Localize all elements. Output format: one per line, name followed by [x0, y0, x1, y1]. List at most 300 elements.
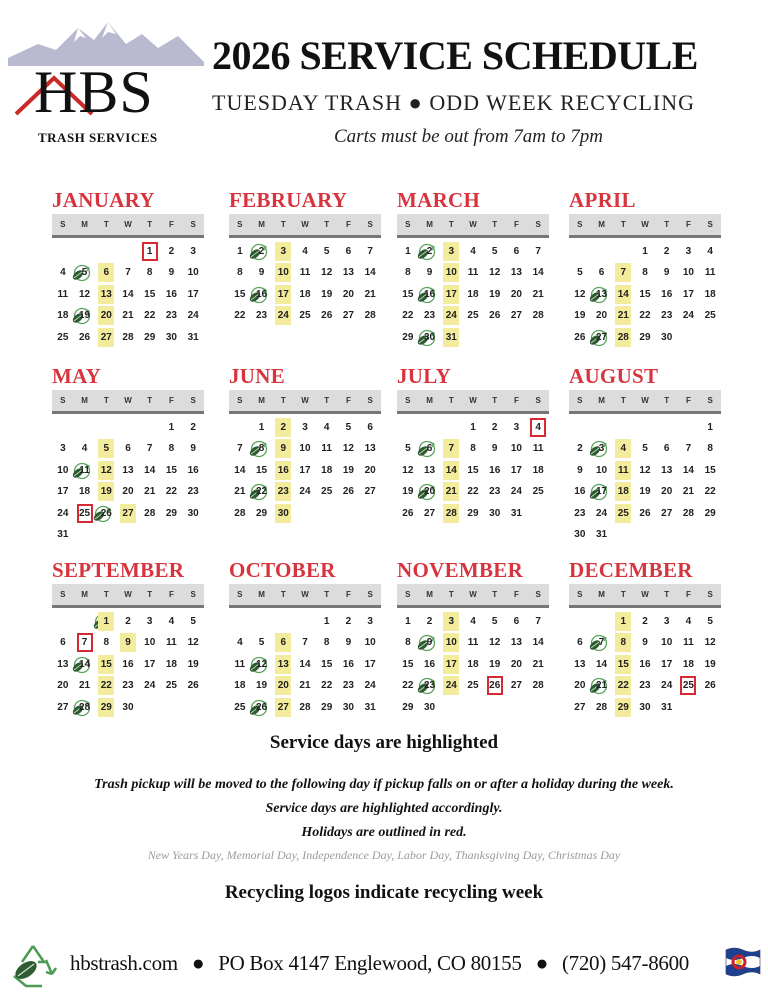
calendar-day [699, 284, 721, 305]
calendar-day [699, 632, 721, 653]
weekday-label: W [469, 396, 477, 405]
day-number: 2 [345, 616, 352, 627]
day-number: 8 [237, 267, 243, 279]
day-number: 17 [443, 285, 459, 304]
day-number: 9 [491, 443, 498, 455]
weekday-label: S [405, 220, 411, 229]
day-number: 7 [598, 637, 605, 649]
day-number: 12 [639, 464, 651, 476]
empty-day [74, 417, 96, 438]
day-number: 8 [168, 443, 175, 455]
month-name: NOVEMBER [397, 558, 524, 582]
day-number: 6 [426, 443, 433, 455]
calendar-day [316, 654, 338, 675]
day-number: 19 [342, 464, 354, 476]
day-number: 20 [98, 306, 114, 325]
day-number: 26 [639, 507, 651, 519]
calendar-day [527, 611, 549, 632]
calendar-day [591, 262, 613, 283]
day-number: 24 [443, 306, 459, 325]
empty-day [678, 417, 700, 438]
calendar-day [656, 503, 678, 524]
day-number: 16 [639, 658, 651, 670]
day-number: 5 [491, 246, 498, 257]
day-number: 21 [364, 288, 376, 300]
calendar-day [678, 460, 700, 481]
day-number: 8 [405, 267, 411, 279]
day-number: 23 [661, 310, 673, 322]
recycle-icon [6, 940, 60, 990]
day-number: 21 [122, 310, 134, 322]
calendar-day [182, 503, 204, 524]
calendar-day [95, 503, 117, 524]
day-number: 21 [144, 486, 156, 498]
day-number: 19 [489, 288, 501, 300]
calendar-day [316, 632, 338, 653]
weekday-label: T [103, 396, 109, 405]
day-number: 29 [402, 331, 414, 343]
day-number: 13 [275, 655, 291, 674]
day-number: 1 [237, 246, 243, 257]
calendar-day [506, 481, 528, 502]
day-number: 19 [98, 482, 114, 501]
calendar-day [182, 417, 204, 438]
day-grid [569, 608, 721, 718]
day-number: 17 [187, 288, 199, 300]
calendar-day [462, 305, 484, 326]
day-number: 4 [302, 246, 308, 257]
calendar-day [419, 438, 441, 459]
service-day [272, 675, 294, 696]
day-number: 31 [187, 331, 199, 343]
calendar-day [419, 327, 441, 348]
day-number: 29 [402, 701, 414, 713]
day-number: 18 [704, 288, 716, 300]
empty-day [52, 417, 74, 438]
calendar-day [506, 305, 528, 326]
weekday-header [569, 214, 721, 238]
day-number: 4 [470, 246, 476, 257]
calendar-day [634, 438, 656, 459]
weekday-label: T [664, 590, 670, 599]
day-number: 5 [491, 616, 498, 627]
empty-day [656, 417, 678, 438]
day-number: 19 [639, 486, 651, 498]
calendar-day [678, 481, 700, 502]
calendar-day [294, 697, 316, 718]
calendar-day [591, 305, 613, 326]
day-number: 15 [467, 464, 479, 476]
day-number: 4 [168, 616, 175, 627]
weekday-label: T [280, 590, 286, 599]
calendar-day [527, 241, 549, 262]
empty-day [612, 241, 634, 262]
day-number: 31 [661, 701, 673, 713]
day-number: 5 [258, 637, 265, 649]
day-number: 16 [661, 288, 673, 300]
day-number: 23 [275, 482, 291, 501]
calendar-day [161, 481, 183, 502]
calendar-day [359, 262, 381, 283]
calendar-day [251, 654, 273, 675]
calendar-day [656, 284, 678, 305]
calendar-day [294, 438, 316, 459]
calendar-day [506, 503, 528, 524]
day-number: 28 [122, 331, 134, 343]
calendar-day [316, 481, 338, 502]
empty-day [612, 417, 634, 438]
calendar-day [229, 697, 251, 718]
weekday-label: T [324, 220, 330, 229]
weekday-label: T [620, 220, 626, 229]
weekday-label: T [492, 220, 498, 229]
day-number: 7 [367, 246, 373, 257]
day-number: 20 [510, 658, 522, 670]
calendar-day [182, 305, 204, 326]
calendar-day [462, 460, 484, 481]
day-number: 28 [682, 507, 694, 519]
calendar-day [229, 262, 251, 283]
day-number: 16 [165, 288, 177, 300]
calendar-day [462, 503, 484, 524]
day-number: 3 [146, 616, 153, 627]
calendar-day [634, 481, 656, 502]
calendar-day [338, 481, 360, 502]
day-number: 15 [704, 464, 716, 476]
day-number: 26 [256, 701, 268, 713]
month-january [52, 188, 204, 348]
calendar-day [656, 611, 678, 632]
calendar-day [161, 241, 183, 262]
calendar-day [569, 438, 591, 459]
calendar-day [699, 241, 721, 262]
service-day [440, 675, 462, 696]
day-number: 10 [596, 464, 608, 476]
calendar-day [74, 262, 96, 283]
day-number: 24 [275, 306, 291, 325]
day-number: 11 [532, 443, 544, 455]
day-number: 3 [513, 422, 520, 433]
weekday-label: M [426, 590, 433, 599]
month-december [569, 558, 721, 718]
calendar-day [139, 481, 161, 502]
calendar-day [569, 524, 591, 545]
day-number: 12 [704, 637, 716, 649]
day-number: 13 [510, 637, 522, 649]
calendar-day [699, 438, 721, 459]
service-day [272, 697, 294, 718]
day-number: 21 [79, 680, 91, 692]
calendar-day [634, 675, 656, 696]
day-number: 15 [144, 288, 156, 300]
calendar-day [419, 611, 441, 632]
day-number: 4 [81, 443, 88, 455]
day-number: 14 [79, 658, 91, 670]
day-number: 29 [98, 698, 114, 717]
phone-number[interactable]: (720) 547-8600 [561, 951, 689, 975]
empty-day [52, 241, 74, 262]
weekday-label: S [535, 220, 541, 229]
day-number: 12 [489, 637, 501, 649]
day-number: 2 [168, 246, 175, 257]
service-day [95, 697, 117, 718]
day-number: 7 [146, 443, 153, 455]
calendar-day [182, 241, 204, 262]
calendar-day [634, 460, 656, 481]
calendar-day [569, 675, 591, 696]
day-number: 7 [443, 439, 459, 458]
day-number: 15 [321, 658, 333, 670]
footer-separator: ● [535, 951, 548, 975]
weekday-label: F [168, 220, 174, 229]
service-day [612, 481, 634, 502]
service-day [95, 675, 117, 696]
calendar-day [161, 262, 183, 283]
day-number: 13 [98, 285, 114, 304]
day-number: 14 [443, 461, 459, 480]
calendar-day [161, 503, 183, 524]
service-day [117, 632, 139, 653]
holiday-day [678, 675, 700, 696]
day-number: 2 [190, 422, 196, 433]
calendar-day [656, 481, 678, 502]
day-number: 25 [680, 676, 696, 695]
calendar-day [251, 438, 273, 459]
calendar-day [316, 611, 338, 632]
calendar-day [678, 632, 700, 653]
calendar-day [338, 460, 360, 481]
day-number: 28 [596, 701, 608, 713]
weekday-label: S [237, 220, 243, 229]
calendar-day [569, 503, 591, 524]
calendar-day [397, 503, 419, 524]
day-number: 24 [661, 680, 673, 692]
day-number: 17 [144, 658, 156, 670]
calendar-day [569, 284, 591, 305]
calendar-day [161, 417, 183, 438]
calendar-day [419, 503, 441, 524]
calendar-day [117, 697, 139, 718]
day-number: 10 [299, 443, 311, 455]
service-day [272, 481, 294, 502]
calendar-day [338, 284, 360, 305]
day-number: 17 [57, 486, 69, 498]
day-grid [52, 414, 204, 545]
day-number: 10 [275, 263, 291, 282]
calendar-day [699, 262, 721, 283]
calendar-day [397, 654, 419, 675]
empty-day [229, 417, 251, 438]
website-link[interactable]: hbstrash.com [70, 951, 178, 975]
day-number: 11 [166, 637, 177, 649]
service-day [95, 284, 117, 305]
service-day [612, 632, 634, 653]
calendar-day [656, 632, 678, 653]
day-number: 3 [190, 246, 196, 257]
day-number: 27 [57, 701, 69, 713]
calendar-day [634, 697, 656, 718]
calendar-day [139, 675, 161, 696]
day-number: 19 [321, 288, 333, 300]
footer [0, 940, 768, 990]
calendar-day [678, 241, 700, 262]
day-number: 19 [704, 658, 716, 670]
holiday-rule-note: Trash pickup will be moved to the following day if pickup falls on or after a holiday during the week. [94, 777, 674, 792]
weekday-label: T [103, 590, 109, 599]
calendar-day [634, 654, 656, 675]
weekday-header [569, 584, 721, 608]
calendar-day [569, 327, 591, 348]
carts-note: Carts must be out from 7am to 7pm [334, 126, 604, 147]
day-number: 27 [98, 328, 114, 347]
calendar-day [251, 417, 273, 438]
calendar-day [117, 284, 139, 305]
day-number: 18 [615, 482, 631, 501]
service-day [272, 284, 294, 305]
day-number: 4 [685, 616, 692, 627]
month-name: JUNE [229, 364, 286, 388]
recycling-logos-note: Recycling logos indicate recycling week [224, 882, 544, 903]
calendar-day [251, 241, 273, 262]
day-number: 23 [424, 310, 436, 322]
day-number: 16 [424, 658, 436, 670]
day-number: 7 [302, 637, 308, 649]
day-number: 14 [234, 464, 246, 476]
calendar-day [462, 632, 484, 653]
calendar-day [634, 327, 656, 348]
day-number: 18 [682, 658, 694, 670]
weekday-label: T [280, 220, 286, 229]
month-september [52, 558, 204, 718]
calendar-day [74, 697, 96, 718]
service-day [440, 305, 462, 326]
calendar-day [656, 327, 678, 348]
calendar-day [294, 305, 316, 326]
calendar-day [74, 675, 96, 696]
calendar-day [359, 305, 381, 326]
calendar-day [182, 460, 204, 481]
calendar-day [251, 675, 273, 696]
day-number: 29 [704, 507, 716, 519]
calendar-day [484, 305, 506, 326]
calendar-day [338, 241, 360, 262]
day-number: 25 [57, 331, 69, 343]
day-number: 11 [299, 267, 311, 279]
calendar-day [139, 284, 161, 305]
day-number: 24 [596, 507, 608, 519]
calendar-day [338, 262, 360, 283]
day-grid [52, 608, 204, 718]
calendar-day [294, 460, 316, 481]
day-number: 9 [190, 443, 196, 455]
calendar-day [484, 611, 506, 632]
day-number: 6 [125, 443, 131, 455]
weekday-label: M [598, 590, 605, 599]
day-number: 1 [615, 612, 631, 631]
calendar-day [569, 262, 591, 283]
day-number: 28 [144, 507, 156, 519]
calendar-day [359, 417, 381, 438]
calendar-day [591, 632, 613, 653]
service-day [95, 654, 117, 675]
day-grid [52, 238, 204, 348]
day-number: 20 [574, 680, 586, 692]
month-name: JULY [397, 364, 452, 388]
day-number: 13 [424, 464, 436, 476]
calendar-day [52, 524, 74, 545]
day-number: 5 [345, 422, 352, 433]
calendar-day [52, 327, 74, 348]
day-number: 25 [299, 310, 311, 322]
service-day [95, 438, 117, 459]
calendar-day [462, 611, 484, 632]
calendar-day [338, 438, 360, 459]
service-day [612, 654, 634, 675]
calendar-day [699, 503, 721, 524]
month-name: OCTOBER [229, 558, 336, 582]
day-number: 30 [342, 701, 354, 713]
day-number: 22 [467, 486, 479, 498]
service-day [612, 438, 634, 459]
day-number: 7 [535, 616, 541, 627]
day-number: 21 [443, 482, 459, 501]
calendar-day [359, 438, 381, 459]
calendar-day [338, 675, 360, 696]
calendar-day [182, 675, 204, 696]
day-number: 24 [682, 310, 694, 322]
day-number: 21 [299, 680, 311, 692]
day-number: 3 [275, 242, 291, 261]
calendar-day [182, 262, 204, 283]
day-number: 10 [144, 637, 156, 649]
calendar-day [294, 632, 316, 653]
calendar-day [699, 675, 721, 696]
weekday-label: M [426, 396, 433, 405]
calendar-day [52, 438, 74, 459]
day-number: 31 [364, 701, 376, 713]
empty-day [569, 241, 591, 262]
calendar-day [251, 697, 273, 718]
weekday-label: F [345, 220, 351, 229]
calendar-day [569, 654, 591, 675]
calendar-day [229, 241, 251, 262]
empty-day [569, 417, 591, 438]
day-number: 30 [424, 331, 436, 343]
day-number: 29 [165, 507, 177, 519]
calendar-day [397, 481, 419, 502]
calendar-day [182, 654, 204, 675]
service-day [95, 327, 117, 348]
month-february [229, 188, 381, 327]
day-grid [397, 238, 549, 348]
calendar-day [52, 284, 74, 305]
calendar-day [294, 241, 316, 262]
weekday-header [397, 584, 549, 608]
day-number: 27 [596, 331, 608, 343]
calendar-day [397, 305, 419, 326]
calendar-day [52, 305, 74, 326]
day-number: 14 [532, 267, 544, 279]
day-number: 23 [342, 680, 354, 692]
day-number: 15 [256, 464, 268, 476]
day-number: 20 [424, 486, 436, 498]
calendar-day [117, 611, 139, 632]
weekday-header [52, 584, 204, 608]
day-number: 22 [402, 680, 414, 692]
calendar-day [506, 241, 528, 262]
day-number: 31 [510, 507, 522, 519]
day-number: 25 [704, 310, 716, 322]
